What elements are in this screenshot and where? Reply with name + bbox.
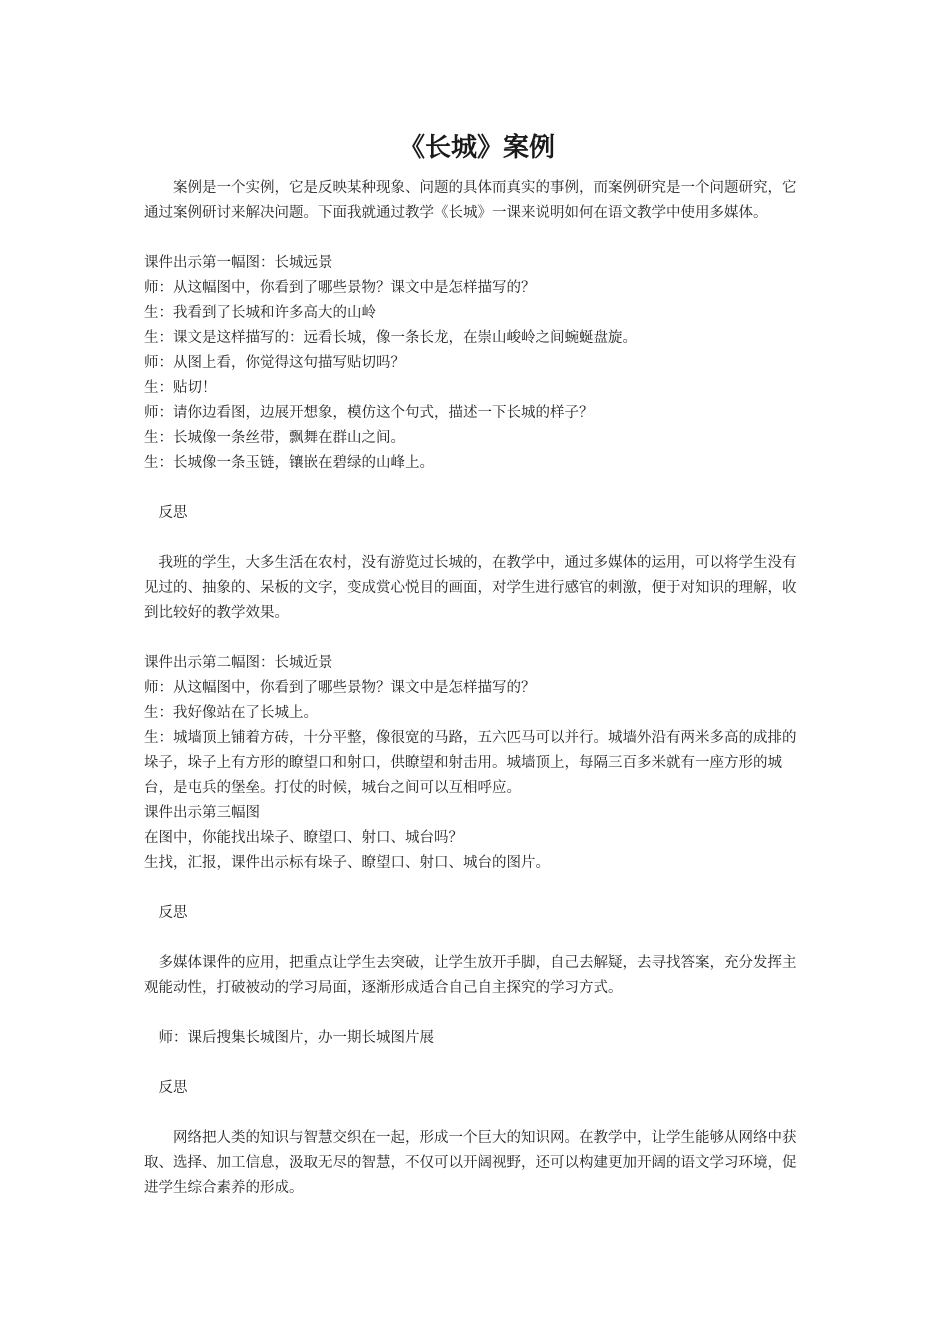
dialogue-line: 课件出示第二幅图：长城近景 — [144, 655, 333, 671]
dialogue-line: 师：从这幅图中，你看到了哪些景物？课文中是怎样描写的？ — [144, 680, 536, 696]
document-title: 《长城》案例 — [398, 133, 555, 163]
dialogue-line: 生：我好像站在了长城上。 — [144, 705, 318, 721]
reflection-paragraph: 我班的学生，大多生活在农村，没有游览过长城的，在教学中，通过多媒体的运用，可以将学生没有见过的、抽象的、呆板的文字，变成赏心悦目的画面，对学生进行感官的刺激，便于对知识的理解，收到比较好的教学效果。 — [144, 555, 797, 621]
section-1 — [144, 251, 810, 626]
dialogue-line: 生：我看到了长城和许多高大的山岭 — [144, 305, 376, 321]
dialogue-line: 课件出示第三幅图 — [144, 805, 260, 821]
dialogue-line: 师：从这幅图中，你看到了哪些景物？课文中是怎样描写的？ — [144, 280, 536, 296]
intro-paragraph: 案例是一个实例，它是反映某种现象、问题的具体而真实的事例，而案例研究是一个问题研究，它通过案例研讨来解决问题。下面我就通过教学《长城》一课来说明如何在语文教学中使用多媒体。 — [144, 180, 797, 221]
section-2 — [144, 651, 810, 1001]
dialogue-line: 生：长城像一条玉链，镶嵌在碧绿的山峰上。 — [144, 455, 434, 471]
reflection-heading: 反思 — [158, 905, 188, 921]
section-3 — [144, 1026, 810, 1201]
dialogue-line: 生：城墙顶上铺着方砖，十分平整，像很宽的马路，五六匹马可以并行。城墙外沿有两米多高的成排的垛子，垛子上有方形的瞭望口和射口，供瞭望和射击用。城墙顶上，每隔三百多米就有一座方形的城台，是屯兵的堡垒。打仗的时候，城台之间可以互相呼应。 — [144, 730, 797, 796]
dialogue-line: 师：请你边看图，边展开想象，模仿这个句式，描述一下长城的样子？ — [144, 405, 594, 421]
dialogue-line: 课件出示第一幅图：长城远景 — [144, 255, 333, 271]
document-page — [144, 128, 810, 1201]
dialogue-line: 生：长城像一条丝带，飘舞在群山之间。 — [144, 430, 405, 446]
reflection-heading: 反思 — [158, 1080, 188, 1096]
dialogue-line: 在图中，你能找出垛子、瞭望口、射口、城台吗？ — [144, 830, 463, 846]
dialogue-line: 生：课文是这样描写的：远看长城，像一条长龙，在崇山峻岭之间蜿蜒盘旋。 — [144, 330, 637, 346]
teacher-line: 师：课后搜集长城图片，办一期长城图片展 — [158, 1030, 434, 1046]
dialogue-line: 师：从图上看，你觉得这句描写贴切吗？ — [144, 355, 405, 371]
dialogue-line: 生找，汇报，课件出示标有垛子、瞭望口、射口、城台的图片。 — [144, 855, 550, 871]
reflection-heading: 反思 — [158, 505, 188, 521]
reflection-paragraph: 多媒体课件的应用，把重点让学生去突破，让学生放开手脚，自己去解疑，去寻找答案，充分发挥主观能动性，打破被动的学习局面，逐渐形成适合自己自主探究的学习方式。 — [144, 955, 797, 996]
dialogue-line: 生：贴切！ — [144, 380, 217, 396]
reflection-paragraph: 网络把人类的知识与智慧交织在一起，形成一个巨大的知识网。在教学中，让学生能够从网络中获取、选择、加工信息，汲取无尽的智慧，不仅可以开阔视野，还可以构建更加开阔的语文学习环境，促进学生综合素养的形成。 — [144, 1130, 797, 1196]
